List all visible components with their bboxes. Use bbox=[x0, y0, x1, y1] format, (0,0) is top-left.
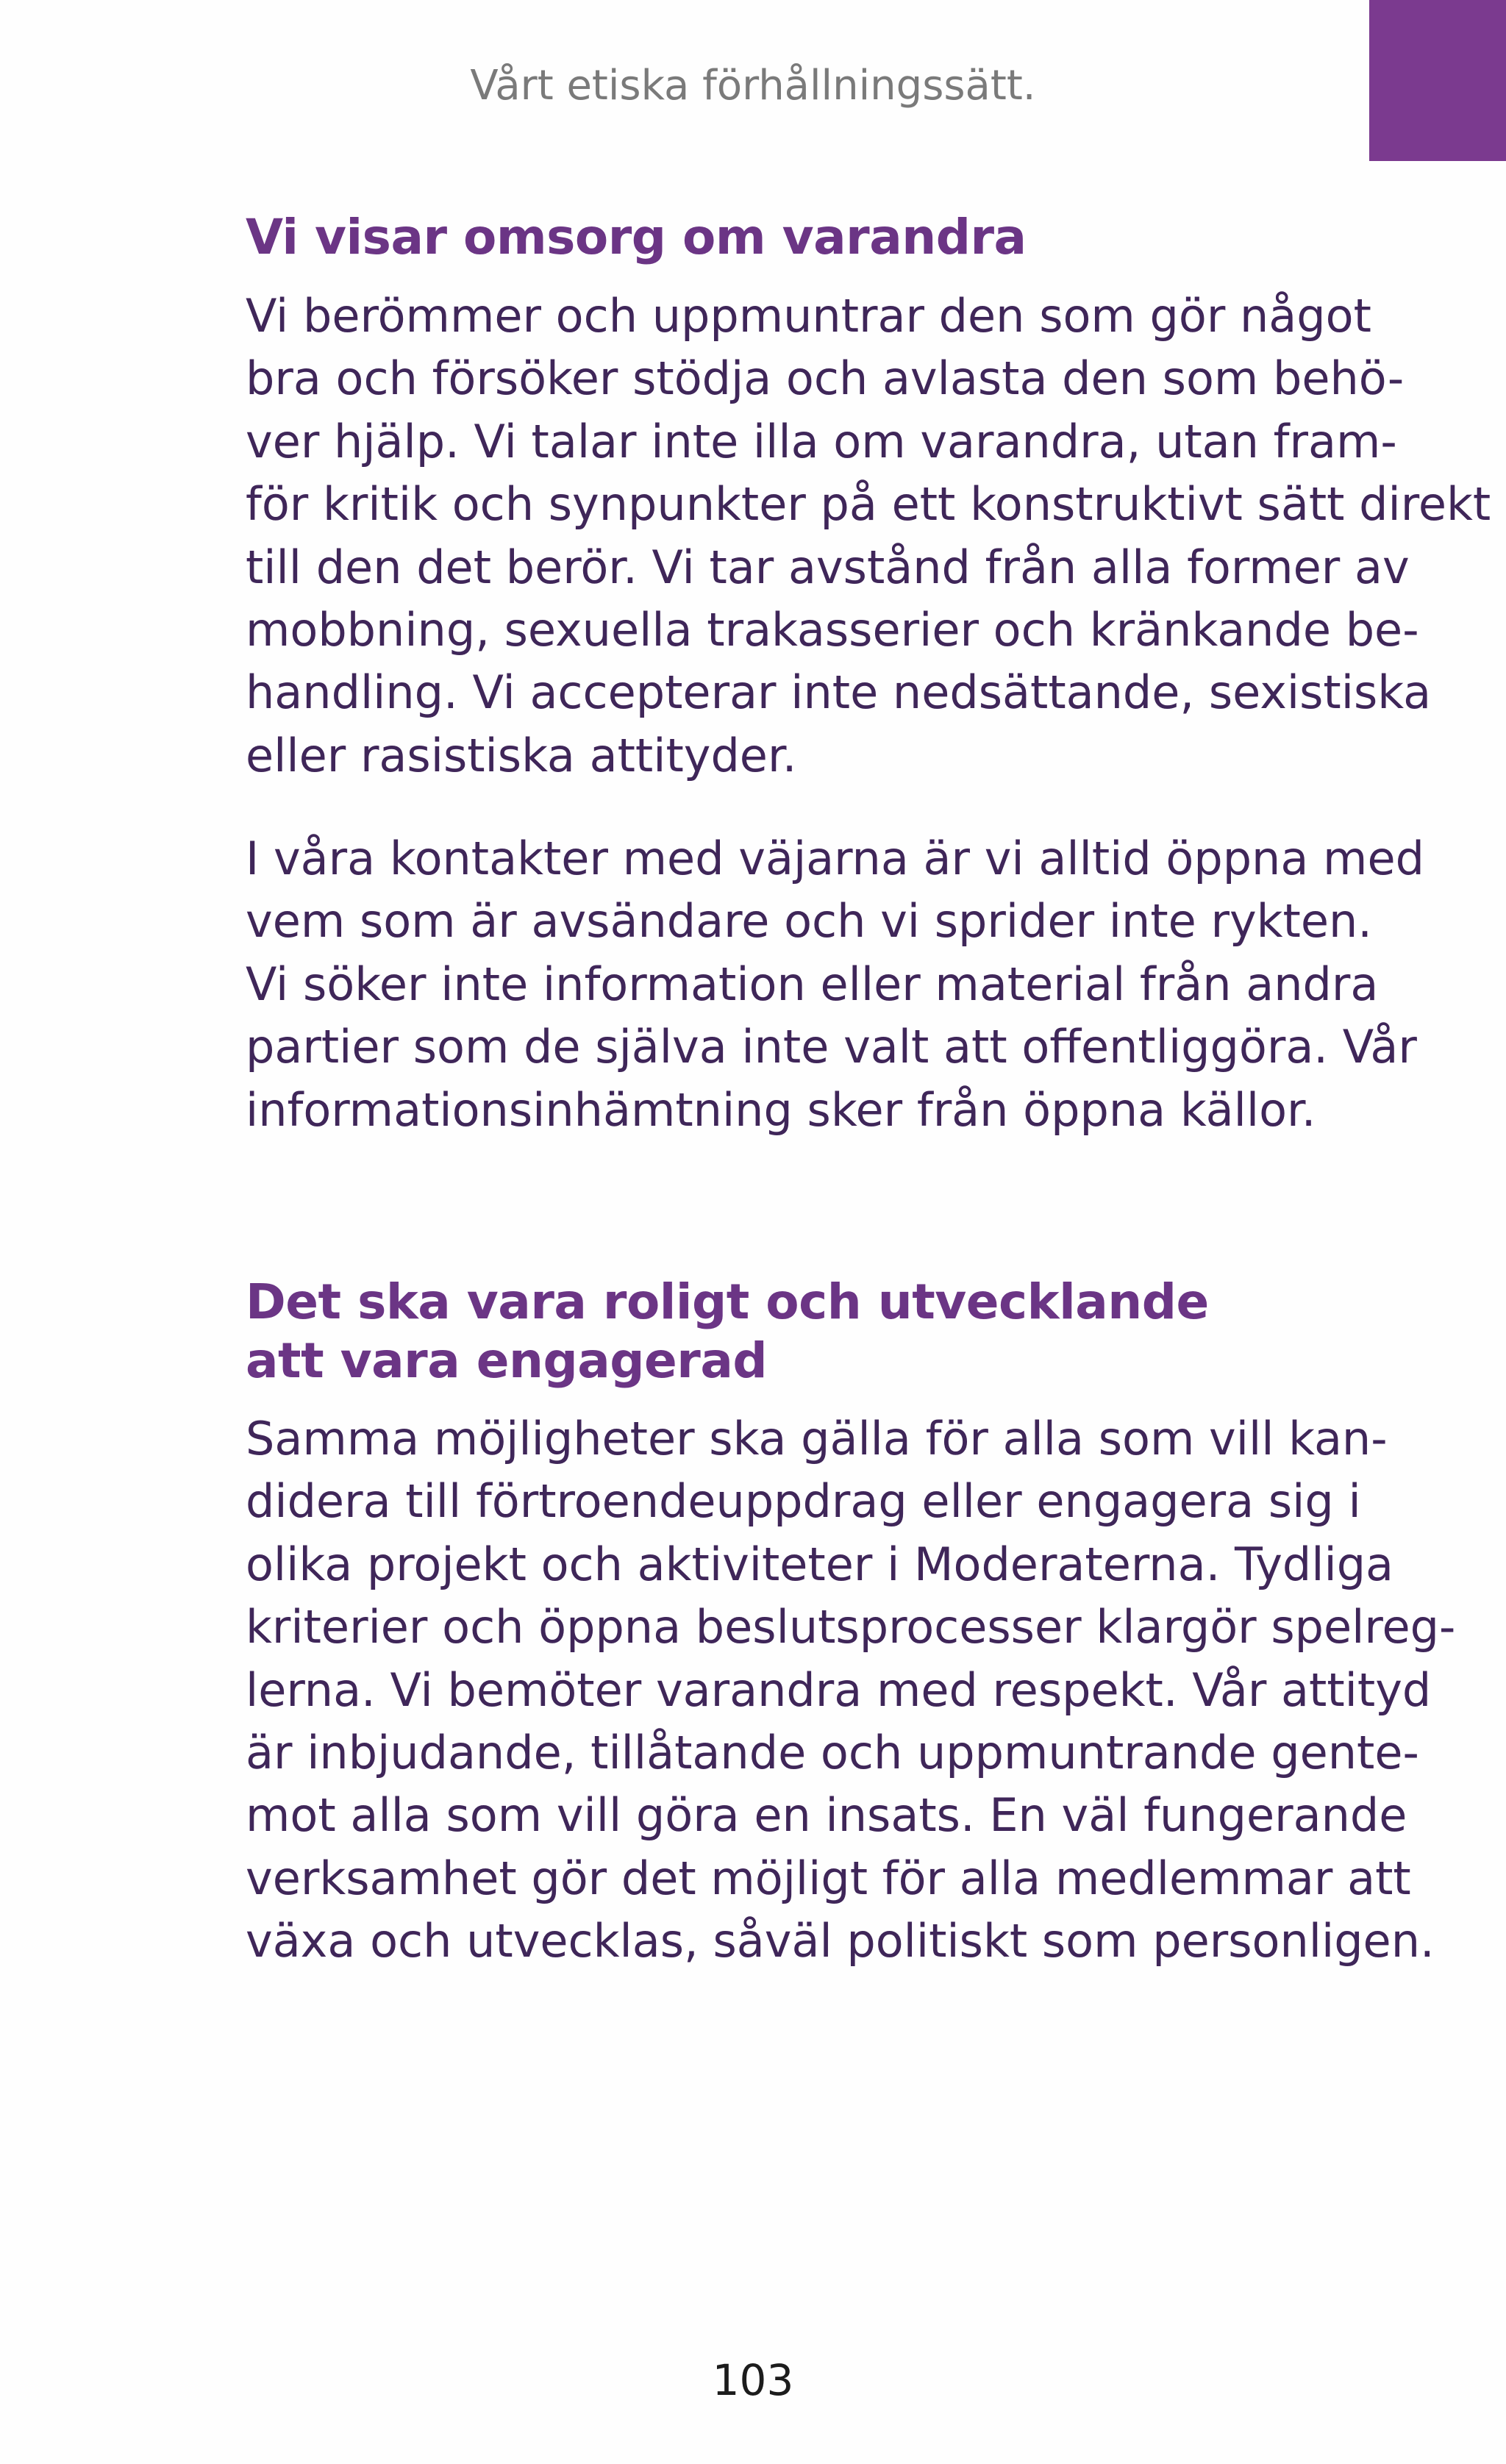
text-line: Vi söker inte information eller material från andra bbox=[246, 957, 1379, 1011]
text-line: olika projekt och aktiviteter i Moderaterna. Tydliga bbox=[246, 1537, 1394, 1591]
text-line: handling. Vi accepterar inte nedsättande, sexistiska bbox=[246, 665, 1432, 720]
text-line: ver hjälp. Vi talar inte illa om varandra, utan fram- bbox=[246, 414, 1397, 468]
paragraph-care-1 bbox=[246, 285, 1491, 787]
text-line: I våra kontakter med väjarna är vi alltid öppna med bbox=[246, 832, 1424, 885]
text-line: eller rasistiska attityder. bbox=[246, 728, 797, 782]
heading-line: att vara engagerad bbox=[246, 1332, 768, 1389]
text-line: Vi berömmer och uppmuntrar den som gör något bbox=[246, 289, 1371, 343]
text-line: kriterier och öppna beslutsprocesser klargör spelreg- bbox=[246, 1600, 1456, 1654]
text-line: mot alla som vill göra en insats. En väl fungerande bbox=[246, 1788, 1407, 1843]
text-line: växa och utvecklas, såväl politiskt som personligen. bbox=[246, 1914, 1435, 1968]
text-line: partier som de själva inte valt att offentliggöra. Vår bbox=[246, 1020, 1417, 1074]
text-line: vem som är avsändare och vi sprider inte rykten. bbox=[246, 894, 1373, 949]
running-header: Vårt etiska förhållningssätt. bbox=[470, 62, 1036, 110]
section-heading-engagement bbox=[246, 1273, 1209, 1390]
text-line: verksamhet gör det möjligt för alla medlemmar att bbox=[246, 1851, 1411, 1905]
heading-line: Vi visar omsorg om varandra bbox=[246, 209, 1027, 265]
section-heading-care bbox=[246, 208, 1027, 267]
text-line: lerna. Vi bemöter varandra med respekt. Vår attityd bbox=[246, 1663, 1432, 1717]
text-line: didera till förtroendeuppdrag eller engagera sig i bbox=[246, 1474, 1361, 1529]
page-number: 103 bbox=[712, 2355, 794, 2405]
heading-line: Det ska vara roligt och utvecklande bbox=[246, 1274, 1209, 1330]
text-line: för kritik och synpunkter på ett konstruktivt sätt direkt bbox=[246, 477, 1491, 532]
text-line: är inbjudande, tillåtande och uppmuntrande gente- bbox=[246, 1726, 1419, 1780]
paragraph-engagement bbox=[246, 1407, 1456, 1973]
paragraph-care-2 bbox=[246, 827, 1424, 1141]
text-line: Samma möjligheter ska gälla för alla som vill kan- bbox=[246, 1412, 1388, 1465]
text-line: mobbning, sexuella trakasserier och kränkande be- bbox=[246, 603, 1419, 657]
text-line: informationsinhämtning sker från öppna källor. bbox=[246, 1082, 1316, 1137]
text-line: bra och försöker stödja och avlasta den som behö- bbox=[246, 351, 1405, 406]
text-line: till den det berör. Vi tar avstånd från alla former av bbox=[246, 540, 1410, 594]
